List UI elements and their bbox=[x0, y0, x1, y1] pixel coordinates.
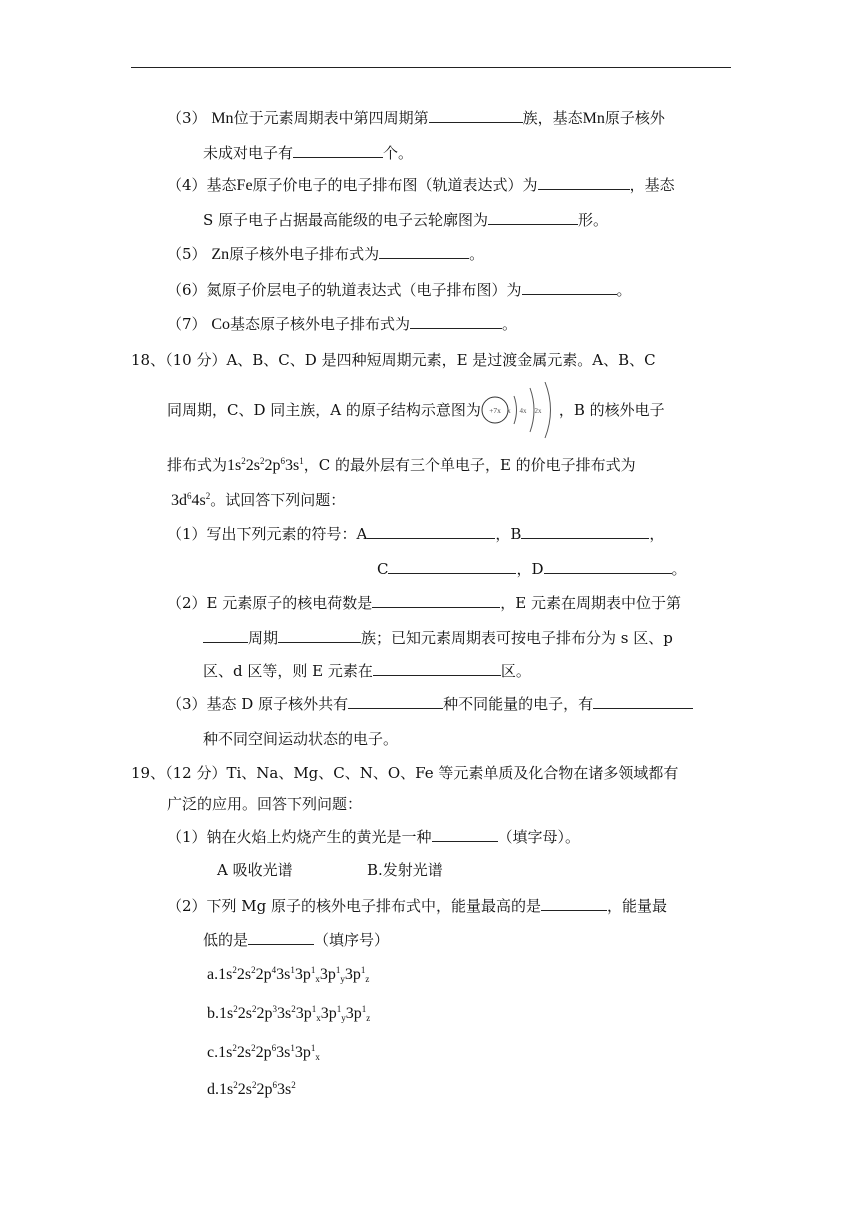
question-text: 19、（12 分）Ti、Na、Mg、C、N、O、Fe 等元素单质及化合物在诸多领域都有 bbox=[131, 764, 679, 782]
answer-blank[interactable] bbox=[593, 694, 693, 709]
q18-part1-line2 bbox=[377, 559, 687, 579]
atomic-structure-diagram bbox=[481, 400, 559, 422]
answer-blank[interactable] bbox=[432, 827, 498, 842]
option-b: B.发射光谱 bbox=[367, 861, 443, 879]
q18-stem-line3 bbox=[167, 455, 636, 476]
q18-part2-line3 bbox=[203, 661, 531, 681]
atom-shell1-label: x bbox=[507, 407, 511, 415]
question-text: ，B 的核外电子 bbox=[558, 401, 665, 419]
element-symbol: Mn bbox=[582, 110, 605, 127]
question-text: 18、（10 分）A、B、C、D 是四种短周期元素，E 是过渡金属元素。A、B、C bbox=[131, 351, 656, 369]
header-rule bbox=[131, 67, 731, 68]
option-label: d. bbox=[207, 1081, 219, 1098]
question-text: （填字母）。 bbox=[497, 828, 581, 846]
question-text: 种不同能量的电子，有 bbox=[443, 695, 594, 713]
question-text: 。 bbox=[469, 245, 485, 263]
q18-part2-line2 bbox=[203, 628, 673, 648]
question-text: 。试回答下列问题： bbox=[210, 491, 346, 509]
q17-part4-line2 bbox=[203, 210, 608, 230]
q17-part4-line1 bbox=[167, 175, 675, 196]
answer-blank[interactable] bbox=[203, 628, 248, 643]
question-text: 区、d 区等，则 E 元素在 bbox=[203, 662, 373, 680]
answer-blank[interactable] bbox=[248, 930, 314, 945]
element-symbol: Mn bbox=[211, 110, 234, 127]
config-option-a: $a.1s^22s^22p^43s^13p^1_x3p^1_y3p^1_z$ bbox=[207, 965, 370, 984]
q19-part1 bbox=[167, 827, 580, 847]
question-text: 。 bbox=[616, 281, 632, 299]
q17-part3-line2 bbox=[203, 143, 413, 163]
q18-stem-line4 bbox=[171, 490, 345, 511]
q18-stem-line1 bbox=[131, 350, 656, 370]
question-text: 。 bbox=[671, 560, 687, 578]
q18-stem-line2 bbox=[167, 400, 665, 422]
question-text: （3）基态 D 原子核外共有 bbox=[167, 695, 349, 713]
question-text: （2）E 元素原子的核电荷数是 bbox=[167, 594, 373, 612]
question-text: （2）下列 Mg 原子的核外电子排布式中，能量最高的是 bbox=[167, 897, 542, 915]
question-text: ，D bbox=[516, 560, 544, 578]
b-electron-configuration: $1s^22s^22p^63s^1$ bbox=[227, 456, 304, 474]
question-text: 未成对电子有 bbox=[203, 144, 294, 162]
question-text: S 原子电子占据最高能级的电子云轮廓图为 bbox=[203, 211, 489, 229]
q18-part1-line1 bbox=[167, 524, 664, 544]
option-label: c. bbox=[207, 1044, 219, 1061]
element-symbol: Co bbox=[211, 316, 230, 333]
question-text: 种不同空间运动状态的电子。 bbox=[203, 730, 399, 748]
question-text: 族，基态 bbox=[522, 109, 583, 127]
question-text: 区。 bbox=[500, 662, 531, 680]
question-text: ，基态 bbox=[629, 176, 675, 194]
answer-blank[interactable] bbox=[538, 175, 630, 190]
q19-stem-line1 bbox=[131, 763, 678, 783]
question-text: 个。 bbox=[383, 144, 414, 162]
answer-blank[interactable] bbox=[488, 210, 578, 225]
question-text: 周期 bbox=[248, 629, 279, 647]
question-text: ，C 的最外层有三个单电子，E 的价电子排布式为 bbox=[303, 456, 636, 474]
q19-part2-line1 bbox=[167, 896, 667, 916]
answer-blank-a[interactable] bbox=[367, 524, 495, 539]
q17-part3-line1 bbox=[167, 108, 665, 129]
element-symbol: Zn bbox=[211, 246, 230, 263]
atom-shell2-label: 4x bbox=[519, 407, 527, 415]
question-text: 低的是 bbox=[203, 931, 249, 949]
answer-blank[interactable] bbox=[522, 280, 617, 295]
e-valence-configuration: $3d^64s^2$ bbox=[171, 491, 211, 509]
answer-blank-d[interactable] bbox=[544, 559, 672, 574]
question-text: 位于元素周期表中第四周期第 bbox=[233, 109, 429, 127]
q19-stem-line2 bbox=[167, 794, 362, 814]
q19-part1-options bbox=[367, 860, 443, 880]
answer-blank[interactable] bbox=[278, 628, 361, 643]
option-label: b. bbox=[207, 1005, 219, 1022]
q17-part6 bbox=[167, 280, 632, 300]
answer-blank[interactable] bbox=[379, 244, 469, 259]
question-text: ，B bbox=[495, 525, 522, 543]
question-text: ，能量最 bbox=[607, 897, 668, 915]
answer-blank[interactable] bbox=[373, 661, 501, 676]
option-a: A 吸收光谱 bbox=[217, 861, 293, 879]
answer-blank[interactable] bbox=[293, 143, 383, 158]
part-number: （3） bbox=[167, 109, 207, 127]
atom-shell3-label: 2x bbox=[534, 407, 542, 415]
part-number: （4）基态 bbox=[167, 176, 237, 194]
question-text: 排布式为 bbox=[167, 456, 228, 474]
question-text: 同周期，C、D 同主族，A 的原子结构示意图为 bbox=[167, 401, 481, 419]
config-option-d: $d.1s^22s^22p^63s^2$ bbox=[207, 1080, 296, 1098]
answer-blank[interactable] bbox=[410, 314, 502, 329]
question-text: 形。 bbox=[578, 211, 609, 229]
q19-part2-line2 bbox=[203, 930, 389, 950]
question-text: 。 bbox=[502, 315, 518, 333]
answer-blank-b[interactable] bbox=[521, 524, 649, 539]
q18-part3-line1 bbox=[167, 694, 693, 714]
config-option-b: $b.1s^22s^22p^33s^23p^1_x3p^1_y3p^1_z$ bbox=[207, 1004, 371, 1023]
q18-part3-line2 bbox=[203, 729, 398, 749]
answer-blank[interactable] bbox=[429, 108, 523, 123]
question-text: 原子核外 bbox=[604, 109, 665, 127]
answer-blank[interactable] bbox=[348, 694, 443, 709]
question-text: 广泛的应用。回答下列问题： bbox=[167, 795, 363, 813]
question-text: C bbox=[377, 560, 389, 578]
part-number: （7） bbox=[167, 315, 207, 333]
config-option-c: $c.1s^22s^22p^63s^13p^1_x$ bbox=[207, 1043, 320, 1062]
question-text: 族；已知元素周期表可按电子排布分为 s 区、p bbox=[361, 629, 673, 647]
q17-part7 bbox=[167, 314, 517, 335]
part-number: （5） bbox=[167, 245, 207, 263]
atom-nucleus-label: +7x bbox=[489, 406, 501, 415]
answer-blank-c[interactable] bbox=[388, 559, 516, 574]
question-text: （6）氮原子价层电子的轨道表达式（电子排布图）为 bbox=[167, 281, 522, 299]
question-text: ， bbox=[649, 525, 665, 543]
option-label: a. bbox=[207, 966, 219, 983]
question-text: （填序号） bbox=[314, 931, 390, 949]
question-text: 原子核外电子排布式为 bbox=[229, 245, 380, 263]
question-text: （1）写出下列元素的符号：A bbox=[167, 525, 368, 543]
q19-part1-options bbox=[217, 860, 293, 880]
question-text: （1）钠在火焰上灼烧产生的黄光是一种 bbox=[167, 828, 432, 846]
question-text: 原子价电子的电子排布图（轨道表达式）为 bbox=[252, 176, 538, 194]
q18-part2-line1 bbox=[167, 593, 681, 613]
question-text: 基态原子核外电子排布式为 bbox=[230, 315, 411, 333]
answer-blank[interactable] bbox=[372, 593, 500, 608]
q17-part5 bbox=[167, 244, 484, 265]
element-symbol: Fe bbox=[236, 177, 253, 194]
question-text: ，E 元素在周期表中位于第 bbox=[500, 594, 681, 612]
answer-blank[interactable] bbox=[541, 896, 607, 911]
